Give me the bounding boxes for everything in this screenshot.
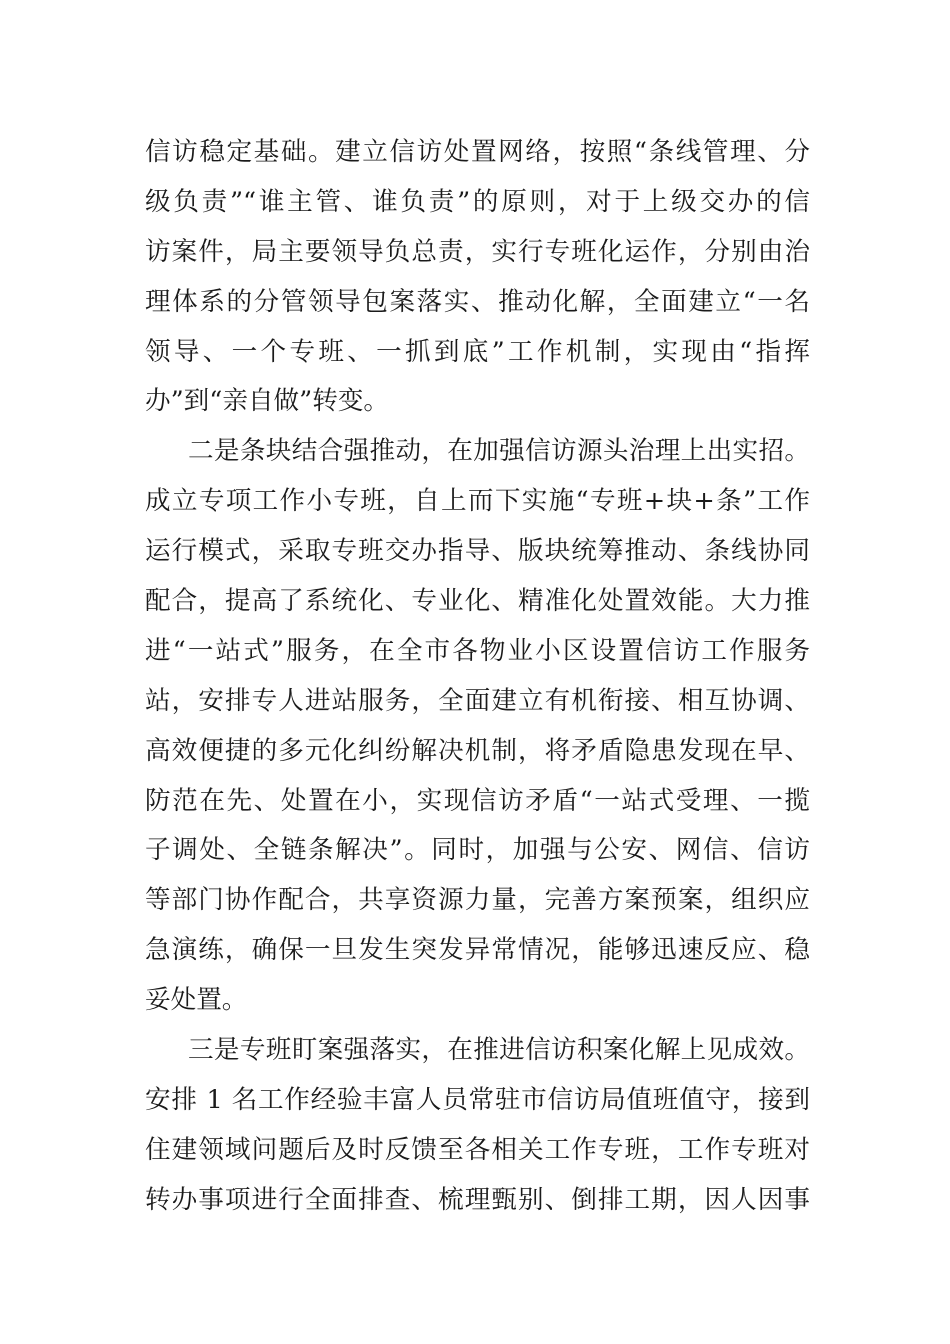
text-line: 妥处置。 [145, 985, 248, 1016]
text-line: 级负责”“谁主管、谁负责”的原则，对于上级交办的信 [145, 186, 810, 217]
text-line: 成立专项工作小专班，自上而下实施“专班+块+条”工作 [145, 486, 810, 517]
text-line: 信访稳定基础。建立信访处置网络，按照“条线管理、分 [145, 137, 810, 167]
text-line: 访案件，局主要领导负总责，实行专班化运作，分别由治 [145, 236, 810, 267]
text-line: 高效便捷的多元化纠纷解决机制，将矛盾隐患发现在早、 [145, 735, 810, 766]
text-line: 三是专班盯案强落实，在推进信访积案化解上见成效。 [188, 1035, 810, 1066]
text-line: 配合，提高了系统化、专业化、精准化处置效能。大力推 [145, 586, 810, 617]
text-line: 站，安排专人进站服务，全面建立有机衔接、相互协调、 [145, 685, 810, 716]
text-line: 理体系的分管领导包案落实、推动化解，全面建立“一名 [145, 286, 810, 317]
paragraph-1 [145, 128, 810, 427]
text-line: 领导、一个专班、一抓到底”工作机制，实现由“指挥 [145, 336, 810, 367]
text-line: 二是条块结合强推动，在加强信访源头治理上出实招。 [188, 436, 810, 467]
text-line: 子调处、全链条解决”。同时，加强与公安、网信、信访 [145, 835, 810, 866]
document-body [145, 128, 810, 1226]
text-line: 办”到“亲自做”转变。 [145, 386, 390, 417]
text-line: 住建领域问题后及时反馈至各相关工作专班，工作专班对 [145, 1134, 810, 1165]
text-line: 防范在先、处置在小，实现信访矛盾“一站式受理、一揽 [145, 785, 810, 816]
text-line: 急演练，确保一旦发生突发异常情况，能够迅速反应、稳 [145, 935, 810, 966]
text-line: 转办事项进行全面排查、梳理甄别、倒排工期，因人因事 [145, 1184, 810, 1215]
text-line: 安排 1 名工作经验丰富人员常驻市信访局值班值守，接到 [145, 1084, 810, 1115]
paragraph-3 [145, 1026, 810, 1226]
text-line: 等部门协作配合，共享资源力量，完善方案预案，组织应 [145, 885, 810, 916]
text-line: 进“一站式”服务，在全市各物业小区设置信访工作服务 [145, 635, 810, 666]
text-line: 运行模式，采取专班交办指导、版块统筹推动、条线协同 [145, 536, 810, 567]
paragraph-2 [145, 427, 810, 1026]
